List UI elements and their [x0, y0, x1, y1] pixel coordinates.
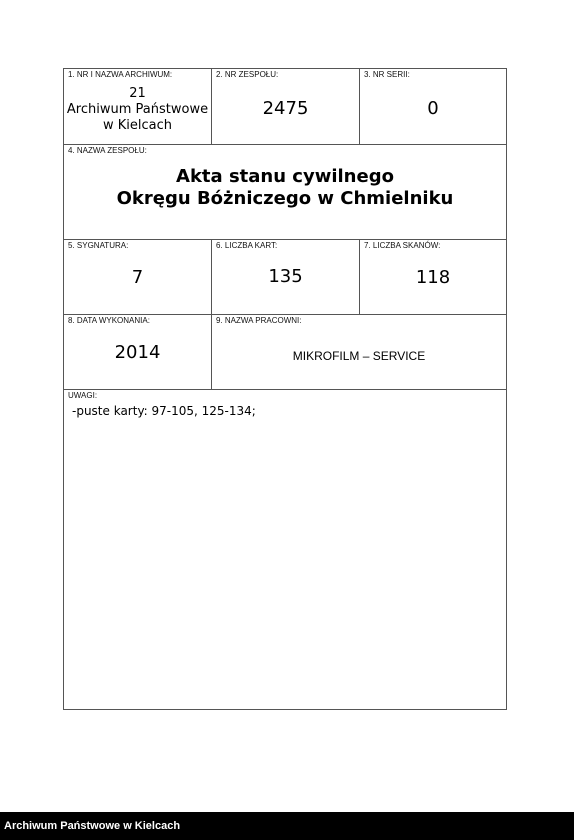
scans-count-label: 7. LICZBA SKANÓW:	[364, 241, 441, 250]
fonds-name-cell	[64, 145, 506, 240]
signature-cell	[64, 240, 212, 315]
archive-name-line1: Archiwum Państwowe	[66, 102, 209, 117]
fonds-number-label: 2. NR ZESPOŁU:	[216, 70, 279, 79]
fonds-name-line1: Akta stanu cywilnego	[176, 166, 394, 187]
fonds-name-line2: Okręgu Bóżniczego w Chmielniku	[116, 188, 454, 209]
series-cell	[360, 69, 506, 145]
remarks-text: -puste karty: 97-105, 125-134;	[72, 404, 256, 418]
archive-name	[64, 86, 211, 134]
workshop-label: 9. NAZWA PRACOWNI:	[216, 316, 302, 325]
date-cell	[64, 315, 212, 390]
cards-count-label: 6. LICZBA KART:	[216, 241, 278, 250]
date-label: 8. DATA WYKONANIA:	[68, 316, 150, 325]
archive-label: 1. NR I NAZWA ARCHIWUM:	[68, 70, 173, 79]
archive-name-line2: w Kielcach	[102, 118, 172, 133]
archive-cell	[64, 69, 212, 145]
signature-value: 7	[131, 267, 144, 288]
footer-text: Archiwum Państwowe w Kielcach	[4, 820, 181, 832]
date-value: 2014	[114, 342, 161, 363]
remarks-label: UWAGI:	[68, 391, 98, 400]
metadata-card	[63, 68, 507, 710]
signature-label: 5. SYGNATURA:	[68, 241, 129, 250]
footer-bar	[0, 812, 574, 840]
fonds-name-label: 4. NAZWA ZESPOŁU:	[68, 146, 147, 155]
cards-count-cell	[212, 240, 360, 315]
workshop-cell	[212, 315, 506, 390]
fonds-name	[64, 166, 506, 210]
scans-count-cell	[360, 240, 506, 315]
cards-count-value: 135	[268, 266, 303, 287]
series-number: 0	[427, 98, 439, 119]
workshop-value: MIKROFILM – SERVICE	[292, 349, 426, 363]
archive-number: 21	[129, 86, 146, 101]
fonds-number: 2475	[262, 98, 309, 119]
scans-count-value: 118	[415, 267, 451, 288]
series-label: 3. NR SERII:	[364, 70, 410, 79]
fonds-number-cell	[212, 69, 360, 145]
remarks-cell	[64, 390, 506, 709]
